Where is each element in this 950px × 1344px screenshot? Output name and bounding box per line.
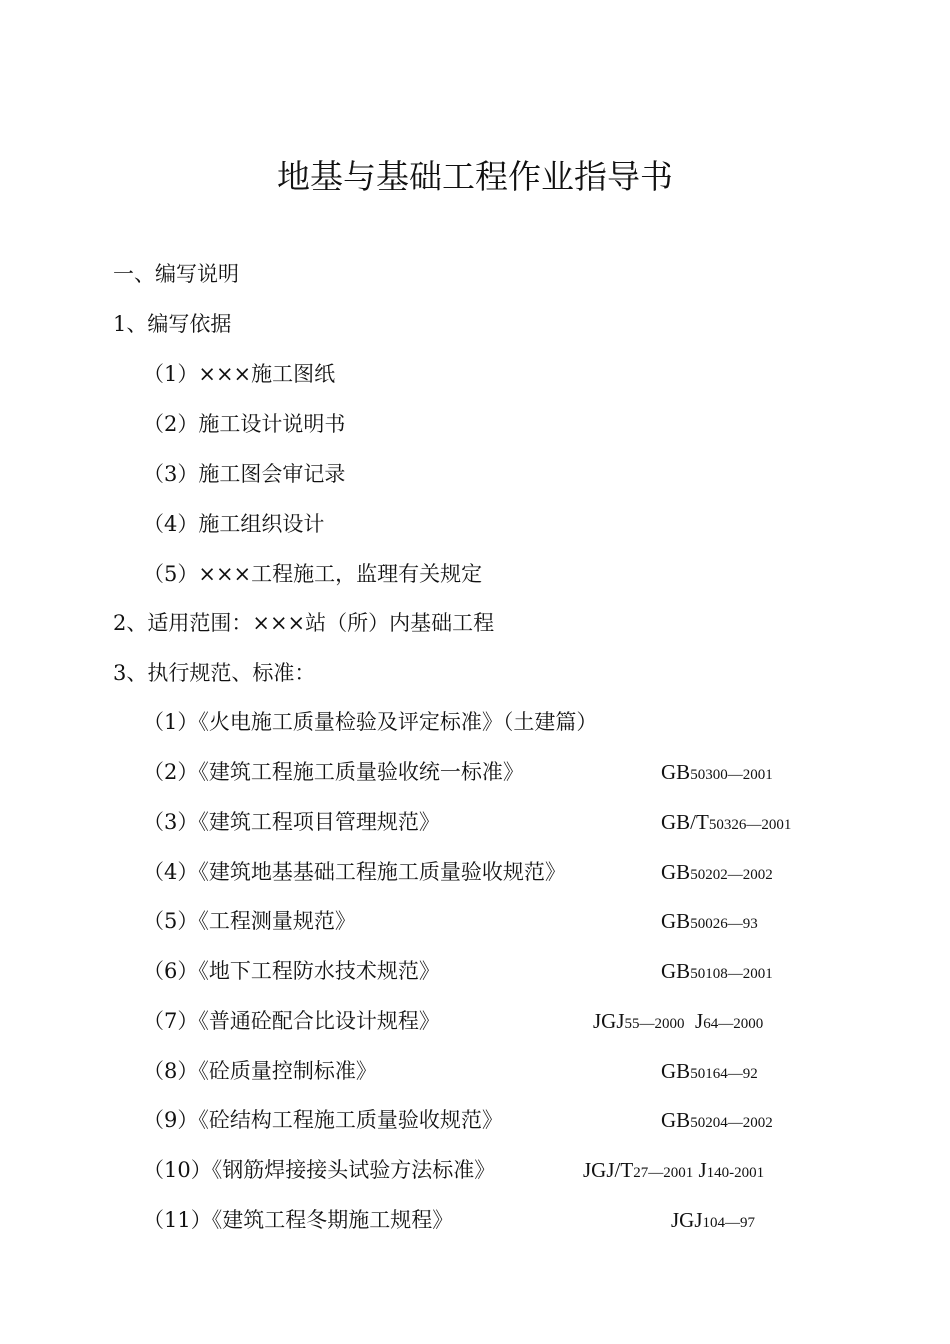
standard-code-prefix: GB — [661, 860, 691, 884]
basis-item: （4）施工组织设计 — [143, 512, 325, 536]
document-title: 地基与基础工程作业指导书 — [277, 157, 673, 196]
standard-name: （9）《砼结构工程施工质量验收规范》 — [143, 1108, 503, 1132]
standard-code-prefix: JGJ — [671, 1208, 703, 1232]
standard-code-number-secondary: 140-2001 — [706, 1165, 765, 1181]
basis-item: （1）×××施工图纸 — [143, 362, 336, 386]
standard-name: （7）《普通砼配合比设计规程》 — [143, 1009, 440, 1033]
standard-code — [661, 906, 758, 939]
standard-code-prefix: GB — [661, 1059, 691, 1083]
standard-code-prefix-secondary: J — [695, 1009, 704, 1033]
standard-code — [593, 1006, 763, 1039]
basis-item: （2）施工设计说明书 — [143, 412, 346, 436]
standard-code — [661, 857, 773, 890]
basis-heading: 1、编写依据 — [113, 312, 232, 336]
standard-name: （1）《火电施工质量检验及评定标准》（土建篇） — [143, 710, 598, 734]
standard-code-number: 50108—2001 — [690, 966, 773, 982]
standard-code — [583, 1155, 764, 1188]
standard-name: （3）《建筑工程项目管理规范》 — [143, 810, 440, 834]
standard-code-number-secondary: 64—2000 — [703, 1016, 764, 1032]
standard-name: （6）《地下工程防水技术规范》 — [143, 959, 440, 983]
standard-name: （4）《建筑地基基础工程施工质量验收规范》 — [143, 860, 566, 884]
standard-code — [661, 1105, 773, 1138]
standard-code-number: 55—2000 — [624, 1016, 685, 1032]
section-heading-writing-notes: 一、编写说明 — [113, 262, 239, 286]
standard-code-prefix: GB — [661, 959, 691, 983]
basis-item: （3）施工图会审记录 — [143, 462, 346, 486]
standard-code — [661, 956, 773, 989]
standard-code-number: 50326—2001 — [708, 817, 792, 833]
standard-code — [661, 757, 773, 790]
standard-code-prefix: GB/T — [661, 810, 709, 834]
standard-code-number: 50026—93 — [690, 916, 758, 932]
standard-code-number: 27—2001 — [633, 1165, 694, 1181]
standard-code-prefix: GB — [661, 760, 691, 784]
standard-name: （8）《砼质量控制标准》 — [143, 1059, 377, 1083]
standards-heading: 3、执行规范、标准： — [113, 661, 316, 685]
standard-name: （10）《钢筋焊接接头试验方法标准》 — [143, 1158, 496, 1182]
standard-code-prefix: JGJ/T — [583, 1158, 634, 1182]
standard-code-number: 50202—2002 — [690, 867, 773, 883]
standard-code — [661, 807, 791, 840]
standard-code-number: 50300—2001 — [690, 767, 773, 783]
standard-code-prefix: GB — [661, 909, 691, 933]
standard-name: （5）《工程测量规范》 — [143, 909, 356, 933]
standard-name: （2）《建筑工程施工质量验收统一标准》 — [143, 760, 524, 784]
standard-code-number: 50204—2002 — [690, 1115, 773, 1131]
standard-code-number: 104—97 — [702, 1215, 756, 1231]
standard-code-number: 50164—92 — [690, 1066, 758, 1082]
basis-item: （5）×××工程施工，监理有关规定 — [143, 562, 483, 586]
standard-code — [661, 1056, 758, 1089]
standard-name: （11）《建筑工程冬期施工规程》 — [143, 1208, 454, 1232]
standard-code-prefix: JGJ — [593, 1009, 625, 1033]
standard-code — [671, 1205, 755, 1238]
scope-line: 2、适用范围：×××站（所）内基础工程 — [113, 611, 495, 635]
standard-code-prefix-secondary: J — [698, 1158, 707, 1182]
standard-code-prefix: GB — [661, 1108, 691, 1132]
